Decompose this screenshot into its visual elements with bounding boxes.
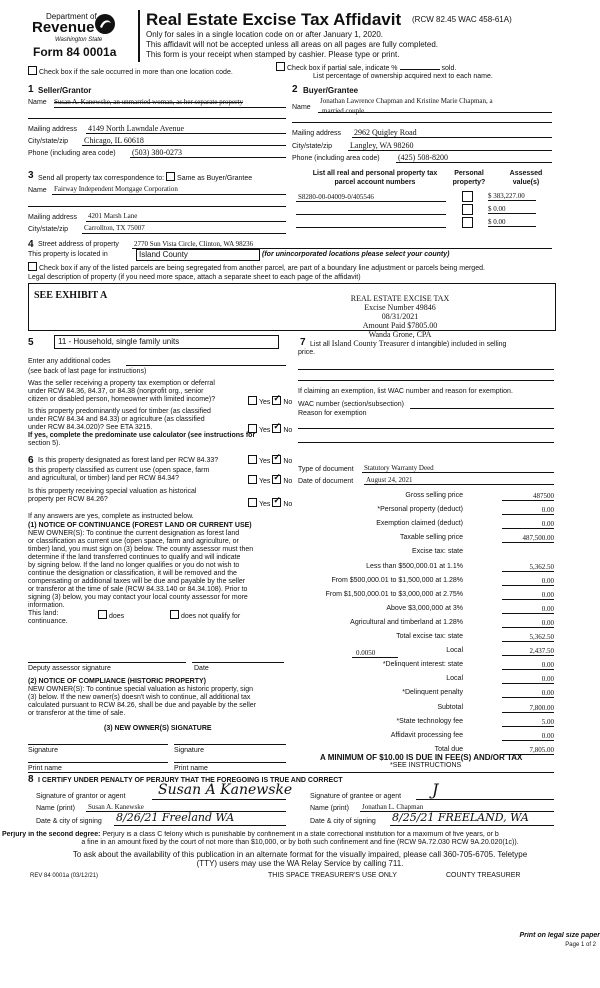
- property-use-select[interactable]: 11 - Household, single family units: [54, 335, 279, 349]
- yes-label: Yes: [259, 399, 271, 406]
- n2-line: or transferor at the time of sale.: [28, 710, 126, 717]
- seller-name-label: Name: [28, 99, 47, 106]
- timber-q-5: section 5).: [28, 440, 61, 447]
- owner-print-line-2[interactable]: [174, 762, 286, 763]
- rev-number: REV 84 0001a (03/12/21): [30, 873, 99, 879]
- calc-row-value[interactable]: 0.00: [502, 689, 554, 698]
- partial-percent-field[interactable]: [400, 69, 440, 70]
- buyer-name-line-2: [292, 122, 552, 123]
- send-name-label: Name: [28, 187, 47, 194]
- historic-yes-checkbox[interactable]: [248, 498, 257, 507]
- grantor-date-city[interactable]: 8/26/21 Freeland WA: [116, 811, 235, 824]
- n1-line: information.: [28, 602, 65, 609]
- historic-q-2: property per RCW 84.26?: [28, 496, 108, 503]
- assessed-header-1: Assessed: [509, 170, 543, 177]
- exempt-note: If claiming an exemption, list WAC number and reason for exemption.: [298, 388, 513, 395]
- seller-title: Seller/Grantor: [38, 86, 92, 95]
- calc-row-label: Agricultural and timberland at 1.28%: [350, 619, 463, 626]
- stamp-line-1: REAL ESTATE EXCISE TAX: [350, 294, 450, 303]
- notice-1-title: (1) NOTICE OF CONTINUANCE (FOREST LAND OR CURRENT USE): [28, 522, 252, 529]
- n2-line: (3) below. If the new owner(s) doesn't wish to continue, all additional tax: [28, 694, 251, 701]
- buyer-name-line: [318, 112, 552, 113]
- located-label: This property is located in: [28, 251, 108, 258]
- exemption-yes-checkbox[interactable]: [248, 396, 257, 405]
- stamp-line-6: Island County Treasurer: [331, 339, 410, 348]
- buyer-title: Buyer/Grantee: [303, 86, 359, 95]
- send-city-label: City/state/zip: [28, 226, 69, 233]
- legal-description-box[interactable]: [28, 283, 556, 331]
- segregate-label: Check box if any of the listed parcels are being segregated from another parcel, are part of a boundary line adjustment or parcels being merged.: [39, 265, 485, 272]
- assessed-value-3[interactable]: $ 0.00: [488, 218, 536, 227]
- calc-row-value[interactable]: 0.00: [502, 605, 554, 614]
- calc-row-label: Affidavit processing fee: [390, 732, 463, 739]
- continuance-label: continuance.: [28, 618, 68, 625]
- segregate-row: [28, 262, 485, 273]
- forest-no-checkbox[interactable]: [272, 455, 281, 464]
- dor-logo-icon: [94, 13, 116, 35]
- buyer-name-label: Name: [292, 104, 311, 111]
- county-select[interactable]: Island County: [136, 249, 260, 261]
- yes-label: Yes: [259, 427, 271, 434]
- calc-row-label: Local: [446, 675, 463, 682]
- section-8-divider: [28, 772, 554, 773]
- grantor-sig-line: [152, 799, 286, 800]
- partial-sale-checkbox[interactable]: [276, 62, 285, 71]
- codes-note: (see back of last page for instructions): [28, 368, 147, 375]
- s7-line-2[interactable]: [298, 380, 554, 381]
- buyer-mail-line: [352, 137, 552, 138]
- deputy-label: Deputy assessor signature: [28, 665, 111, 672]
- send-city[interactable]: Carrollton, TX 75007: [84, 224, 145, 232]
- s7-list-a: List all: [310, 341, 330, 348]
- treasurer-use: THIS SPACE TREASURER'S USE ONLY: [268, 872, 397, 879]
- section-2-number: 2: [292, 84, 298, 95]
- no-label: No: [283, 427, 293, 434]
- doc-date-line: [364, 484, 554, 485]
- title-rcw: (RCW 82.45 WAC 458-61A): [412, 15, 512, 24]
- buyer-phone[interactable]: (425) 508-8200: [398, 153, 448, 162]
- grantor-name-label: Name (print): [36, 805, 75, 812]
- send-to-label: Send all property tax correspondence to:: [38, 175, 165, 182]
- timber-q-3: under RCW 84.34.020)? See ETA 3215.: [28, 424, 153, 431]
- partial-sold-label: sold.: [441, 65, 457, 72]
- calc-row-value[interactable]: 0.00: [502, 506, 554, 515]
- page-number: Page 1 of 2: [565, 942, 596, 948]
- n2-line: NEW OWNER(S): To continue special valuation as historic property, sign: [28, 686, 253, 693]
- buyer-name[interactable]: Jonathan Lawrence Chapman and Kristine Marie Chapman, a: [320, 97, 493, 105]
- seller-mail[interactable]: 4149 North Lawndale Avenue: [88, 124, 185, 133]
- exemption-q-3: citizen or disabled person, homeowner with limited income)?: [28, 396, 216, 403]
- no-label: No: [283, 478, 293, 485]
- calc-row-value[interactable]: 0.00: [502, 619, 554, 628]
- form-number: Form 84 0001a: [33, 45, 117, 59]
- personal-checkbox-1[interactable]: [462, 191, 473, 202]
- street-label: Street address of property: [38, 241, 119, 248]
- n1-line: compensating or additional taxes will be due and payable by the seller: [28, 578, 246, 585]
- wac-label: WAC number (section/subsection): [298, 401, 404, 408]
- owner-sig-label-2: Signature: [174, 747, 204, 754]
- calc-row-label: Subtotal: [437, 704, 463, 711]
- legal-label: Legal description of property (if you need more space, attach a separate sheet to each page of the affidavit): [28, 274, 361, 281]
- grantor-date-label: Date & city of signing: [36, 818, 102, 825]
- section-5-number: 5: [28, 337, 34, 348]
- calc-row-value[interactable]: 5,362.50: [502, 633, 554, 642]
- subtitle-3: This form is your receipt when stamped by cashier. Please type or print.: [146, 50, 400, 59]
- s7-list-b: d intangible) included in selling: [411, 341, 507, 348]
- calc-row-value[interactable]: 0.00: [502, 591, 554, 600]
- calc-row-label: Excise tax: state: [412, 548, 463, 555]
- calc-row-label: Total excise tax: state: [396, 633, 463, 640]
- n1-line: or transferor at the time of sale (RCW 84.33.140 or 84.34.108). Prior to: [28, 586, 248, 593]
- calc-row-label: Exemption claimed (deduct): [376, 520, 463, 527]
- same-as-buyer-checkbox[interactable]: [166, 172, 175, 181]
- does-not-row: [170, 610, 240, 621]
- grantee-date-label: Date & city of signing: [310, 818, 376, 825]
- assessed-value-2[interactable]: $ 0.00: [488, 205, 536, 214]
- partial-sale-label: Check box if partial sale, indicate %: [287, 65, 398, 72]
- calc-row-value[interactable]: 5,362.50: [502, 563, 554, 572]
- calc-row-value[interactable]: 7,805.00: [502, 746, 554, 755]
- yes-label: Yes: [259, 458, 271, 465]
- section-4-number: 4: [28, 239, 34, 250]
- seller-name-line: [54, 107, 286, 108]
- historic-no-checkbox[interactable]: [272, 498, 281, 507]
- deputy-date-label: Date: [194, 665, 209, 672]
- personal-header-2: property?: [452, 179, 486, 186]
- grantor-sig-label: Signature of grantor or agent: [36, 793, 126, 800]
- subtitle-2: This affidavit will not be accepted unless all areas on all pages are fully completed.: [146, 40, 439, 49]
- parcel-line-2: [296, 214, 446, 215]
- calc-row-label: Gross selling price: [405, 492, 463, 499]
- current-use-q-1: Is this property classified as current use (open space, farm: [28, 467, 210, 474]
- s7-price-label: price.: [298, 349, 316, 356]
- notice-3-title: (3) NEW OWNER(S) SIGNATURE: [104, 725, 212, 732]
- header-divider: [138, 10, 140, 62]
- current-use-q-2: and agricultural, or timber) land per RCW 84.34?: [28, 475, 179, 482]
- additional-codes-line[interactable]: [126, 365, 286, 366]
- timber-q-1: Is this property predominantly used for timber (as classified: [28, 408, 211, 415]
- calc-row-label: Above $3,000,000 at 3%: [386, 605, 463, 612]
- does-not-checkbox[interactable]: [170, 610, 179, 619]
- calc-row-label: *Personal property (deduct): [377, 506, 463, 513]
- calc-row-value[interactable]: 7,800.00: [502, 704, 554, 713]
- personal-checkbox-3[interactable]: [462, 217, 473, 228]
- owner-sig-line-1[interactable]: [28, 744, 168, 745]
- seller-name[interactable]: Susan A. Kanewske, an unmarried woman, as her separate property: [54, 98, 243, 106]
- local-rate: 0.0050: [356, 649, 376, 657]
- n1-line: signing (3) below, you may contact your local county assessor for more: [28, 594, 248, 601]
- doc-type[interactable]: Statutory Warranty Deed: [364, 464, 434, 472]
- section-6-number: 6: [28, 455, 34, 466]
- does-checkbox[interactable]: [98, 610, 107, 619]
- timber-q-2: under RCW 84.34 and 84.33) or agriculture (as classified: [28, 416, 205, 423]
- reason-line-1[interactable]: [298, 428, 554, 429]
- buyer-name-2[interactable]: married couple: [322, 107, 365, 115]
- n1-line: continue the designation or classification, it will be removed and the: [28, 570, 237, 577]
- calc-row-label: *Delinquent penalty: [402, 689, 463, 696]
- send-city-line: [82, 233, 286, 234]
- doc-date-label: Date of document: [298, 478, 354, 485]
- partial-sale-row: [276, 62, 456, 73]
- partial-note: List percentage of ownership acquired next to each name.: [313, 73, 493, 80]
- forest-q: Is this property designated as forest land per RCW 84.33?: [38, 457, 219, 464]
- owner-sig-label-1: Signature: [28, 747, 58, 754]
- n1-line: determine if the land transferred continues to qualify and will indicate: [28, 554, 241, 561]
- does-row: [98, 610, 124, 621]
- legal-description: SEE EXHIBIT A: [34, 290, 108, 301]
- calc-row-value[interactable]: 0.00: [502, 661, 554, 670]
- owner-sig-line-2[interactable]: [174, 744, 286, 745]
- calc-row-label: Total due: [434, 746, 463, 753]
- seller-city[interactable]: Chicago, IL 60618: [84, 136, 144, 145]
- certify-text: I CERTIFY UNDER PENALTY OF PERJURY THAT THE FOREGOING IS TRUE AND CORRECT: [38, 777, 343, 784]
- buyer-city-line: [348, 150, 552, 151]
- subtitle-1: Only for sales in a single location code on or after January 1, 2020.: [146, 30, 384, 39]
- dor-state: Washington State: [55, 37, 103, 43]
- multi-location-label: Check box if the sale occurred in more than one location code.: [39, 69, 233, 76]
- assessed-value-1[interactable]: $ 383,227.00: [488, 192, 536, 201]
- send-name[interactable]: Fairway Independent Mortgage Corporation: [54, 185, 178, 193]
- seller-phone[interactable]: (503) 380-0273: [132, 148, 182, 157]
- seller-city-line: [82, 145, 286, 146]
- section-3-number: 3: [28, 170, 34, 181]
- owner-print-label-1: Print name: [28, 765, 62, 772]
- perjury-line-2: a fine in an amount fixed by the court of not more than $10,000, or by both such confinement and fine (RCW 9A.72.030 RCW 9A.20.020(1c)).: [81, 839, 519, 846]
- access-line-1: To ask about the availability of this publication in an alternate format for the visually impaired, please call 360-705-6705. Teletype: [72, 850, 528, 859]
- forest-yes-checkbox[interactable]: [248, 455, 257, 464]
- exemption-q-1: Was the seller receiving a property tax exemption or deferral: [28, 380, 215, 387]
- send-to-row: [38, 172, 252, 183]
- additional-codes-label: Enter any additional codes: [28, 358, 111, 365]
- timber-q-4: If yes, complete the predominate use calculator (see instructions for: [28, 432, 256, 439]
- multi-location-checkbox[interactable]: [28, 66, 37, 75]
- buyer-mail[interactable]: 2962 Quigley Road: [354, 128, 417, 137]
- street-address[interactable]: 2770 Sun Vista Circle, Clinton, WA 98236: [134, 240, 254, 248]
- s7-line-1[interactable]: [298, 369, 554, 370]
- calc-row-label: Taxable selling price: [399, 534, 463, 541]
- seller-name-line-2: [28, 118, 286, 119]
- no-label: No: [283, 399, 293, 406]
- this-land-label: This land:: [28, 610, 59, 617]
- see-instructions: *SEE INSTRUCTIONS: [390, 762, 462, 769]
- section-1-number: 1: [28, 84, 34, 95]
- grantee-sig-label: Signature of grantee or agent: [310, 793, 402, 800]
- same-as-buyer-label: Same as Buyer/Grantee: [177, 175, 253, 182]
- section-7-number: 7: [300, 337, 306, 348]
- notice-2-title: (2) NOTICE OF COMPLIANCE (HISTORIC PROPERTY): [28, 678, 206, 685]
- parcel-line-3: [296, 227, 446, 228]
- calc-row-label: *State technology fee: [396, 718, 463, 725]
- calc-row-label: *Delinquent interest: state: [382, 661, 463, 668]
- n2-line: calculated pursuant to RCW 84.26, shall be due and payable by the seller: [28, 702, 257, 709]
- calc-row-label: Less than $500,000.01 at 1.1%: [366, 563, 463, 570]
- owner-print-label-2: Print name: [174, 765, 208, 772]
- calc-row-value[interactable]: 0.00: [502, 577, 554, 586]
- exemption-no-checkbox[interactable]: [272, 396, 281, 405]
- stamp-line-2: Excise Number 49846: [364, 303, 436, 312]
- seller-mail-label: Mailing address: [28, 126, 78, 133]
- personal-header-1: Personal: [454, 170, 484, 177]
- send-mail-label: Mailing address: [28, 214, 78, 221]
- grantee-date-line: [390, 825, 554, 826]
- current-use-yesno: [248, 475, 292, 486]
- perjury-line-1: [2, 831, 598, 839]
- calc-row-value[interactable]: 487,500.00: [502, 534, 554, 543]
- buyer-city-label: City/state/zip: [292, 143, 333, 150]
- located-note: (for unincorporated locations please select your county): [262, 251, 450, 258]
- parcel-header-1: List all real and personal property tax: [312, 170, 438, 177]
- calc-row-value[interactable]: 487500: [502, 492, 554, 501]
- grantor-date-line: [114, 825, 286, 826]
- send-mail[interactable]: 4201 Marsh Lane: [88, 212, 138, 220]
- send-name-line-2: [28, 206, 286, 207]
- seller-city-label: City/state/zip: [28, 138, 69, 145]
- segregate-checkbox[interactable]: [28, 262, 37, 271]
- grantee-signature[interactable]: J: [432, 780, 439, 799]
- reason-line-2[interactable]: [298, 442, 554, 443]
- exemption-q-2: under RCW 84.36, 84.37, or 84.38 (nonprofit org., senior: [28, 388, 204, 395]
- calc-row-label: Local: [446, 647, 463, 654]
- parcel-line-1: [296, 201, 446, 202]
- seller-phone-label: Phone (including area code): [28, 150, 116, 157]
- send-mail-line: [86, 221, 286, 222]
- buyer-city[interactable]: Langley, WA 98260: [350, 141, 414, 150]
- yes-label: Yes: [259, 501, 271, 508]
- assessed-header-2: value(s): [512, 179, 540, 186]
- historic-q-1: Is this property receiving special valuation as historical: [28, 488, 197, 495]
- send-name-line: [52, 194, 286, 195]
- calc-row-value[interactable]: 0.00: [502, 520, 554, 529]
- exemption-yesno: [248, 396, 292, 407]
- yes-note: If any answers are yes, complete as instructed below.: [28, 513, 194, 520]
- parcel-header-2: parcel account numbers: [334, 179, 416, 186]
- doc-date[interactable]: August 24, 2021: [366, 476, 413, 484]
- timber-no-checkbox[interactable]: [272, 424, 281, 433]
- s7-list-row: [310, 340, 506, 349]
- calc-row-label: From $500,000.01 to $1,500,000 at 1.28%: [331, 577, 463, 584]
- perjury-text: Perjury is a class C felony which is punishable by confinement in a state correctional institution for a maximum of five years, or b: [100, 831, 499, 838]
- doc-type-line: [362, 472, 554, 473]
- owner-print-line-1[interactable]: [28, 762, 168, 763]
- current-use-no-checkbox[interactable]: [272, 475, 281, 484]
- does-not-label: does not qualify for: [181, 613, 241, 620]
- grantor-name[interactable]: Susan A. Kanewske: [88, 803, 144, 811]
- reason-label: Reason for exemption: [298, 410, 367, 417]
- deputy-date-line[interactable]: [192, 662, 284, 663]
- grantee-sig-line: [416, 799, 554, 800]
- grantee-date-city[interactable]: 8/25/21 FREELAND, WA: [392, 811, 529, 824]
- grantee-name-label: Name (print): [310, 805, 349, 812]
- buyer-mail-label: Mailing address: [292, 130, 342, 137]
- calc-row-value[interactable]: 0.00: [502, 732, 554, 741]
- personal-checkbox-2[interactable]: [462, 204, 473, 215]
- n1-line: timber) land, you must sign on (3) below. The county assessor must then: [28, 546, 254, 553]
- local-rate-line: [352, 657, 398, 658]
- access-line-2: (TTY) users may use the WA Relay Service by calling 711.: [196, 859, 404, 868]
- dor-dept: Department of: [46, 12, 97, 21]
- stamp-line-5: Wanda Grone, CPA: [368, 330, 432, 339]
- forest-yesno: [248, 455, 292, 466]
- stamp-line-3: 08/31/2021: [381, 312, 419, 321]
- n1-line: or classification as current use (open space, farm and agriculture, or: [28, 538, 239, 545]
- grantor-signature[interactable]: Susan A Kanewske: [158, 782, 293, 798]
- n1-line: NEW OWNER(S): To continue the current designation as forest land: [28, 530, 240, 537]
- minimum-note: A MINIMUM OF $10.00 IS DUE IN FEE(S) AND/OR TAX: [320, 753, 523, 762]
- does-label: does: [109, 613, 125, 620]
- yes-label: Yes: [259, 478, 271, 485]
- parcel-number[interactable]: S8280-00-04009-0/405546: [298, 193, 374, 201]
- historic-yesno: [248, 498, 292, 509]
- county-treasurer: COUNTY TREASURER: [446, 872, 521, 879]
- deputy-sig-line[interactable]: [28, 662, 186, 663]
- n1-line: by signing below. If the land no longer qualifies or you do not wish to: [28, 562, 240, 569]
- buyer-phone-line: [396, 162, 552, 163]
- wac-line[interactable]: [410, 408, 554, 409]
- no-label: No: [283, 458, 293, 465]
- seller-mail-line: [86, 133, 286, 134]
- multi-location-row: [28, 66, 233, 77]
- legal-paper-note: Print on legal size paper: [519, 932, 600, 939]
- calc-row-label: From $1,500,000.01 to $3,000,000 at 2.75%: [325, 591, 463, 598]
- grantee-name[interactable]: Jonathan L. Chapman: [362, 803, 424, 811]
- dor-logo-revenue: Revenue: [32, 19, 95, 36]
- buyer-phone-label: Phone (including area code): [292, 155, 380, 162]
- section-8-number: 8: [28, 774, 34, 785]
- calc-row-value[interactable]: 0.00: [502, 675, 554, 684]
- stamp-line-4: Amount Paid $7805.00: [362, 321, 438, 330]
- calc-row-value[interactable]: 5.00: [502, 718, 554, 727]
- seller-phone-line: [130, 157, 286, 158]
- doc-type-label: Type of document: [298, 466, 354, 473]
- page-title: Real Estate Excise Tax Affidavit: [146, 10, 402, 29]
- perjury-bold: Perjury in the second degree:: [2, 831, 101, 838]
- calc-row-value[interactable]: 2,437.50: [502, 647, 554, 656]
- no-label: No: [283, 501, 293, 508]
- current-use-yes-checkbox[interactable]: [248, 475, 257, 484]
